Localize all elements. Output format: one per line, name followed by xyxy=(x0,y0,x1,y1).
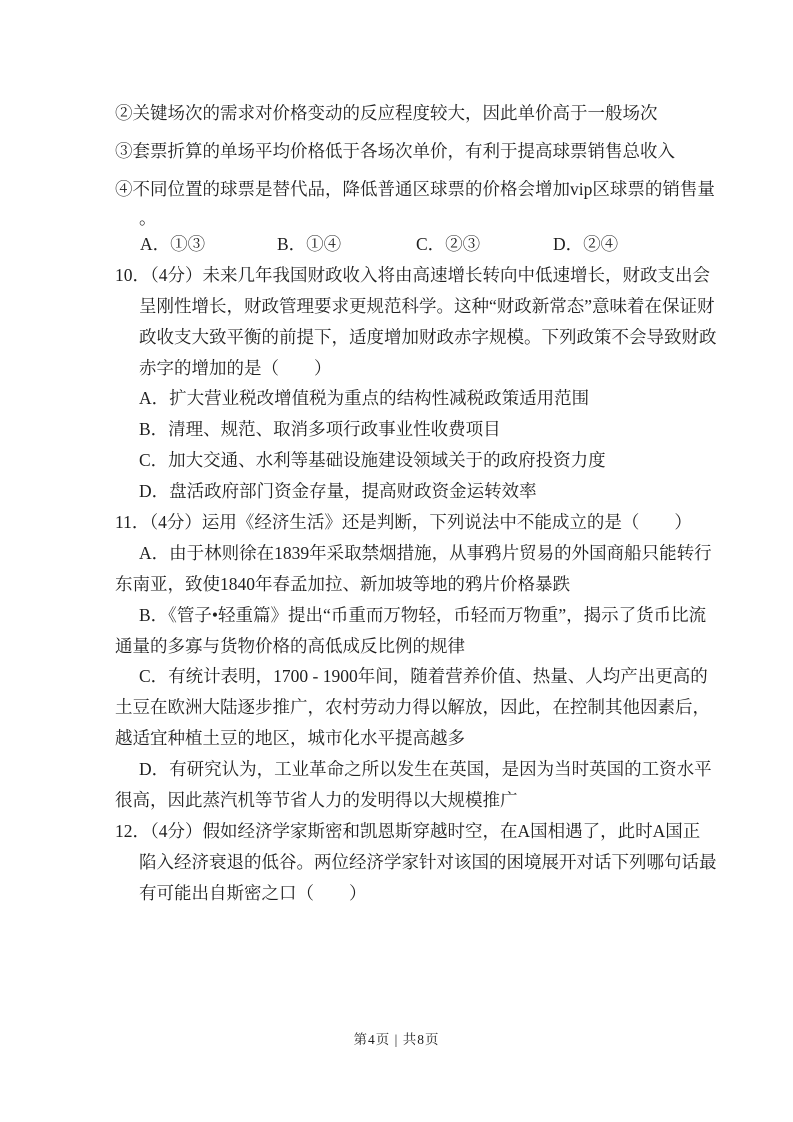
question9-tail-choice-option: A．①③ xyxy=(140,234,206,254)
question9-tail-choice-option: C．②③ xyxy=(416,234,481,254)
question10-text-line: A．扩大营业税改增值税为重点的结构性减税政策适用范围 xyxy=(139,388,590,409)
question10-text-line: B．清理、规范、取消多项行政事业性收费项目 xyxy=(139,419,501,440)
page-footer: 第4页 | 共8页 xyxy=(353,1032,440,1047)
question9-tail-choice-option: D．②④ xyxy=(553,234,619,254)
question9-tail-text-line: ②关键场次的需求对价格变动的反应程度较大，因此单价高于一般场次 xyxy=(115,103,658,123)
question11-text-line: 土豆在欧洲大陆逐步推广，农村劳动力得以解放，因此，在控制其他因素后， xyxy=(115,697,710,718)
question9-tail-text-line: ④不同位置的球票是替代品，降低普通区球票的价格会增加vip区球票的销售量 xyxy=(115,179,715,199)
question11-text-line: 11．（4分）运用《经济生活》还是判断，下列说法中不能成立的是（ ） xyxy=(115,512,692,533)
question10-text-line: 呈刚性增长，财政管理要求更规范科学。这种“财政新常态”意味着在保证财 xyxy=(139,295,715,316)
question11-text-line: 越适宜种植土豆的地区，城市化水平提高越多 xyxy=(115,728,465,749)
question10-text-line: 赤字的增加的是（ ） xyxy=(139,357,332,378)
question11-text-line: 东南亚，致使1840年春孟加拉、新加坡等地的鸦片价格暴跌 xyxy=(115,573,570,594)
question10-text-line: C．加大交通、水利等基础设施建设领域关于的政府投资力度 xyxy=(139,450,606,471)
question10-text-line: 政收支大致平衡的前提下，适度增加财政赤字规模。下列政策不会导致财政 xyxy=(139,326,717,347)
question9-tail-choice-option: B．①④ xyxy=(277,234,342,254)
question9-tail-text-line: 。 xyxy=(139,208,157,228)
question11-text-line: 很高，因此蒸汽机等节省人力的发明得以大规模推广 xyxy=(115,790,518,811)
question11-text-line: C．有统计表明，1700 - 1900年间，随着营养价值、热量、人均产出更高的 xyxy=(139,666,708,687)
question11-text-line: A．由于林则徐在1839年采取禁烟措施，从事鸦片贸易的外国商船只能转行 xyxy=(139,542,712,563)
question10-text-line: 10．（4分）未来几年我国财政收入将由高速增长转向中低速增长，财政支出会 xyxy=(115,264,710,285)
document-lines xyxy=(115,94,717,909)
question12-text-line: 有可能出自斯密之口（ ） xyxy=(139,882,367,903)
question9-tail-text-line: ③套票折算的单场平均价格低于各场次单价，有利于提高球票销售总收入 xyxy=(115,141,675,161)
question11-text-line: 通量的多寡与货物价格的高低成反比例的规律 xyxy=(115,635,465,656)
question11-text-line: B．《管子•轻重篇》提出“币重而万物轻，币轻而万物重”，揭示了货币比流 xyxy=(139,604,707,625)
question11-text-line: D．有研究认为，工业革命之所以发生在英国，是因为当时英国的工资水平 xyxy=(139,759,712,780)
question12-text-line: 陷入经济衰退的低谷。两位经济学家针对该国的困境展开对话下列哪句话最 xyxy=(139,851,717,872)
question9-tail-choice-row xyxy=(115,229,700,260)
question12-text-line: 12．（4分）假如经济学家斯密和凯恩斯穿越时空，在A国相遇了，此时A国正 xyxy=(115,820,701,841)
question10-text-line: D．盘活政府部门资金存量，提高财政资金运转效率 xyxy=(139,481,537,502)
